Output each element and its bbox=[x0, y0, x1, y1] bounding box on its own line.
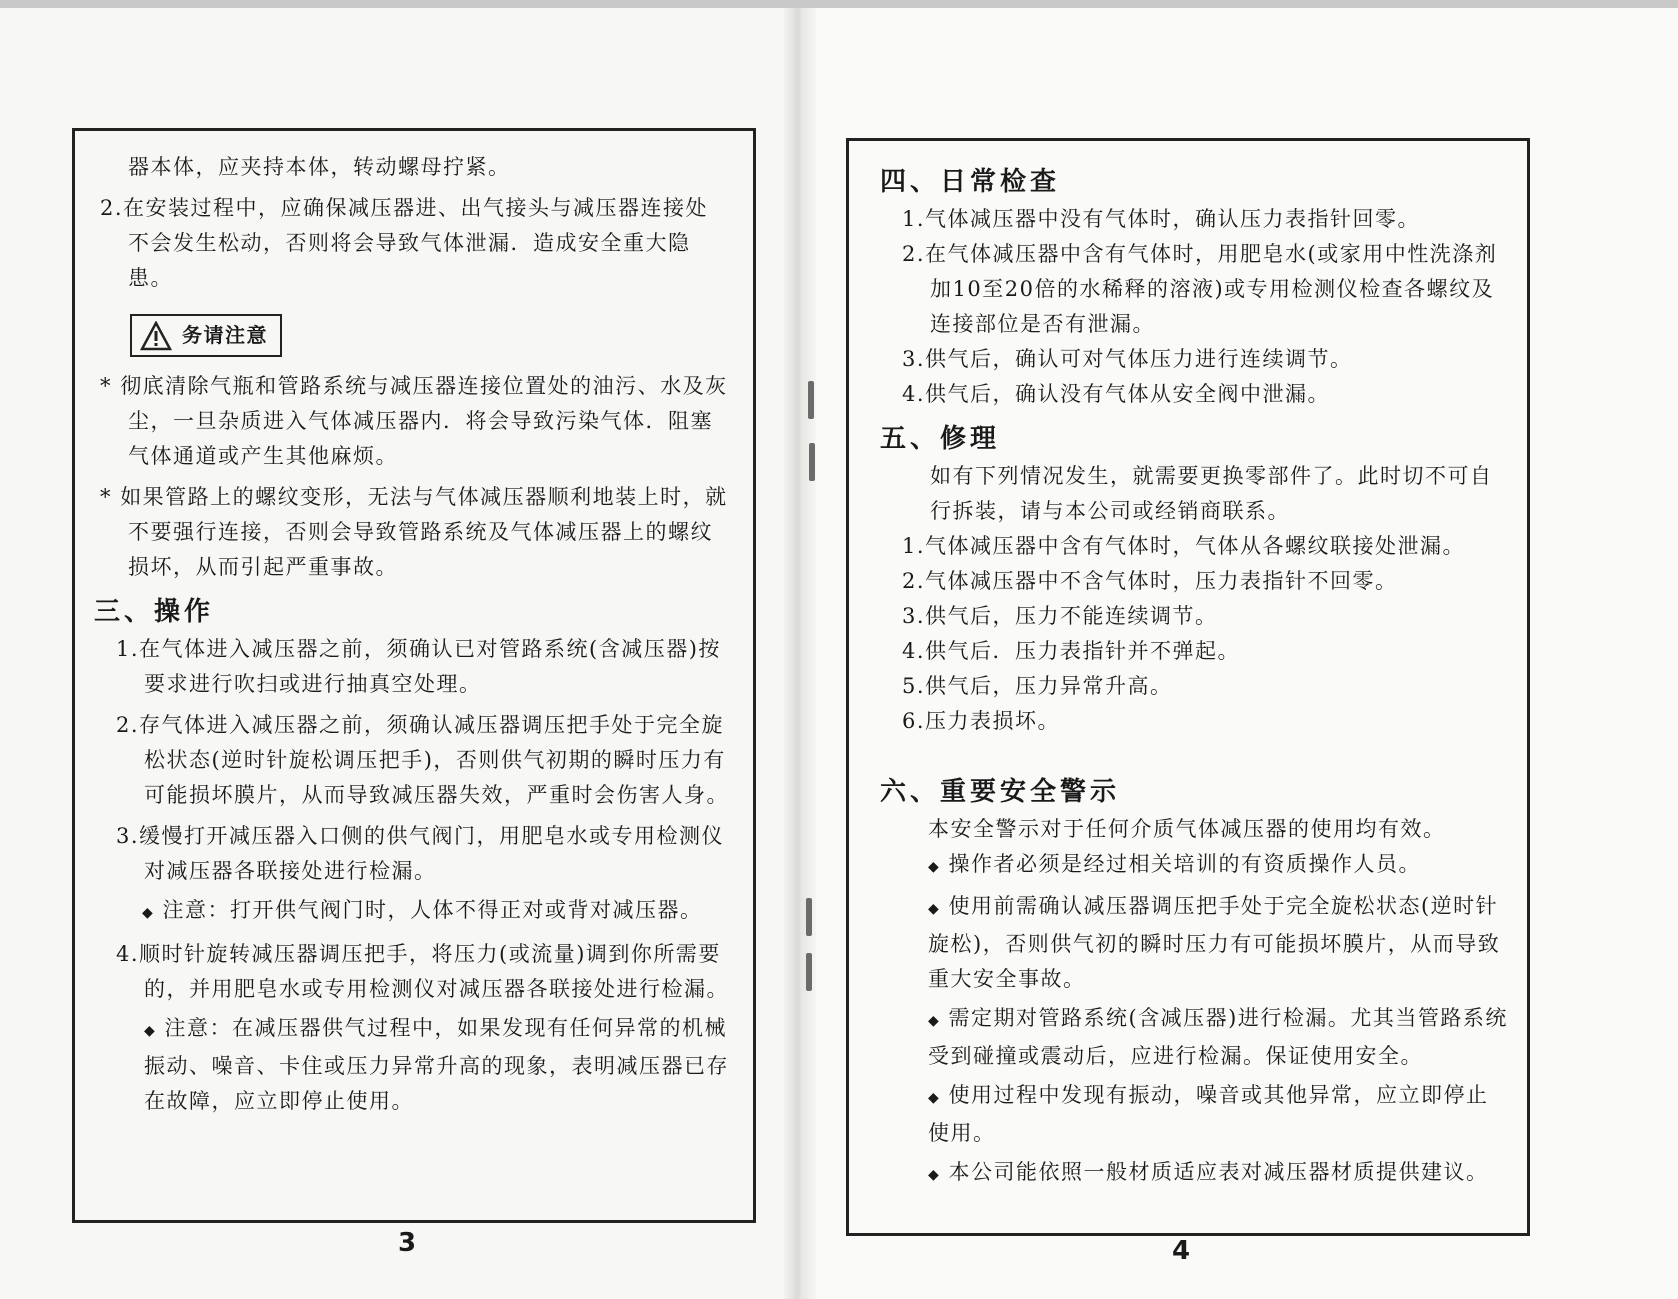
install-item-2: 2.在安装过程中，应确保减压器进、出气接头与减压器连接处不会发生松动，否则将会导致气体泄漏．造成安全重大隐患。 bbox=[100, 196, 709, 290]
operation-item-4: 4.顺时针旋转减压器调压把手，将压力(或流量)调到你所需要的，并用肥皂水或专用检测仪对减压器各联接处进行检漏。 bbox=[116, 942, 729, 1001]
section-3-title: 三、操作 bbox=[94, 597, 215, 627]
page-number-right: 4 bbox=[1172, 1236, 1191, 1266]
warning-box bbox=[130, 314, 282, 357]
section-4-title: 四、日常检查 bbox=[880, 167, 1061, 197]
section-6-title: 六、重要安全警示 bbox=[880, 777, 1121, 807]
diamond-bullet: ◆ bbox=[928, 1013, 941, 1029]
repair-item-4: 4.供气后．压力表指针并不弹起。 bbox=[902, 639, 1241, 663]
staple-top-lower bbox=[809, 443, 815, 481]
left-page-content bbox=[94, 150, 730, 1119]
repair-item-3: 3.供气后，压力不能连续调节。 bbox=[902, 604, 1218, 628]
safety-text: 操作者必须是经过相关培训的有资质操作人员。 bbox=[948, 852, 1421, 876]
diamond-bullet: ◆ bbox=[142, 905, 155, 921]
safety-item-5 bbox=[880, 1155, 1510, 1193]
operation-note-2 bbox=[100, 1011, 730, 1119]
operation-item-2: 2.存气体进入减压器之前，须确认减压器调压把手处于完全旋松状态(逆时针旋松调压把手)，否则供气初期的瞬时压力有可能损坏膜片，从而导致减压器失效，严重时会伤害人身。 bbox=[116, 713, 729, 807]
safety-item-3 bbox=[880, 1001, 1510, 1074]
staple-bottom bbox=[806, 898, 812, 936]
diamond-bullet: ◆ bbox=[144, 1023, 157, 1039]
check-item-1: 1.气体减压器中没有气体时，确认压力表指针回零。 bbox=[902, 207, 1421, 231]
warning-item-text: 彻底清除气瓶和管路系统与减压器连接位置处的油污、水及灰尘，一旦杂质进入气体减压器内．将会导致污染气体．阻塞气体通道或产生其他麻烦。 bbox=[120, 374, 728, 468]
staple-bottom-lower bbox=[806, 953, 812, 991]
repair-item-6: 6.压力表损坏。 bbox=[902, 709, 1061, 733]
warning-triangle-icon bbox=[140, 321, 172, 351]
repair-item-5: 5.供气后，压力异常升高。 bbox=[902, 674, 1173, 698]
check-item-2: 2.在气体减压器中含有气体时，用肥皂水(或家用中性洗涤剂加10至20倍的水稀释的溶液)或专用检测仪检查各螺纹及连接部位是否有泄漏。 bbox=[902, 242, 1498, 336]
operation-item-1: 1.在气体进入减压器之前，须确认已对管路系统(含减压器)按要求进行吹扫或进行抽真空处理。 bbox=[116, 637, 721, 696]
operation-note-1 bbox=[100, 893, 730, 931]
safety-intro: 本安全警示对于任何介质气体减压器的使用均有效。 bbox=[928, 817, 1446, 841]
safety-item-1 bbox=[880, 847, 1510, 885]
page-number-left: 3 bbox=[398, 1228, 417, 1258]
check-item-4: 4.供气后，确认没有气体从安全阀中泄漏。 bbox=[902, 382, 1331, 406]
diamond-bullet: ◆ bbox=[928, 1167, 941, 1183]
safety-text: 使用过程中发现有振动，噪音或其他异常，应立即停止使用。 bbox=[928, 1083, 1489, 1145]
diamond-bullet: ◆ bbox=[928, 859, 941, 875]
diamond-bullet: ◆ bbox=[928, 901, 941, 917]
safety-item-2 bbox=[880, 889, 1510, 997]
diamond-bullet: ◆ bbox=[928, 1090, 941, 1106]
star-bullet: * bbox=[100, 485, 112, 509]
staple-top bbox=[808, 381, 814, 419]
safety-text: 需定期对管路系统(含减压器)进行检漏。尤其当管路系统受到碰撞或震动后，应进行检漏。保证使用安全。 bbox=[928, 1006, 1508, 1068]
right-page-content bbox=[880, 165, 1510, 1193]
note-text: 注意：打开供气阀门时，人体不得正对或背对减压器。 bbox=[162, 898, 703, 922]
operation-item-3: 3.缓慢打开减压器入口侧的供气阀门，用肥皂水或专用检测仪对减压器各联接处进行检漏。 bbox=[116, 824, 725, 883]
warning-item-text: 如果管路上的螺纹变形，无法与气体减压器顺利地装上时，就不要强行连接，否则会导致管路系统及气体减压器上的螺纹损坏，从而引起严重事故。 bbox=[120, 485, 728, 579]
section-spacer bbox=[880, 739, 1510, 765]
binding-gutter bbox=[784, 8, 816, 1299]
star-bullet: * bbox=[100, 374, 112, 398]
repair-item-1: 1.气体减压器中含有气体时，气体从各螺纹联接处泄漏。 bbox=[902, 534, 1466, 558]
warning-item-1 bbox=[100, 369, 730, 474]
repair-item-2: 2.气体减压器中不含气体时，压力表指针不回零。 bbox=[902, 569, 1398, 593]
repair-intro: 如有下列情况发生，就需要更换零部件了。此时切不可自行拆装，请与本公司或经销商联系。 bbox=[930, 464, 1493, 523]
section-5-title: 五、修理 bbox=[880, 424, 1001, 454]
scan-top-edge bbox=[0, 0, 1678, 8]
check-item-3: 3.供气后，确认可对气体压力进行连续调节。 bbox=[902, 347, 1353, 371]
continued-text: 器本体，应夹持本体，转动螺母拧紧。 bbox=[128, 155, 511, 179]
note-text: 注意：在减压器供气过程中，如果发现有任何异常的机械振动、噪音、卡住或压力异常升高的现象，表明减压器已存在故障，应立即停止使用。 bbox=[144, 1016, 729, 1113]
warning-label: 务请注意 bbox=[182, 323, 268, 347]
warning-item-2 bbox=[100, 480, 730, 585]
safety-item-4 bbox=[880, 1078, 1510, 1151]
safety-text: 本公司能依照一般材质适应表对减压器材质提供建议。 bbox=[948, 1160, 1489, 1184]
safety-text: 使用前需确认减压器调压把手处于完全旋松状态(逆时针旋松)，否则供气初的瞬时压力有可能损坏膜片，从而导致重大安全事故。 bbox=[928, 894, 1501, 991]
